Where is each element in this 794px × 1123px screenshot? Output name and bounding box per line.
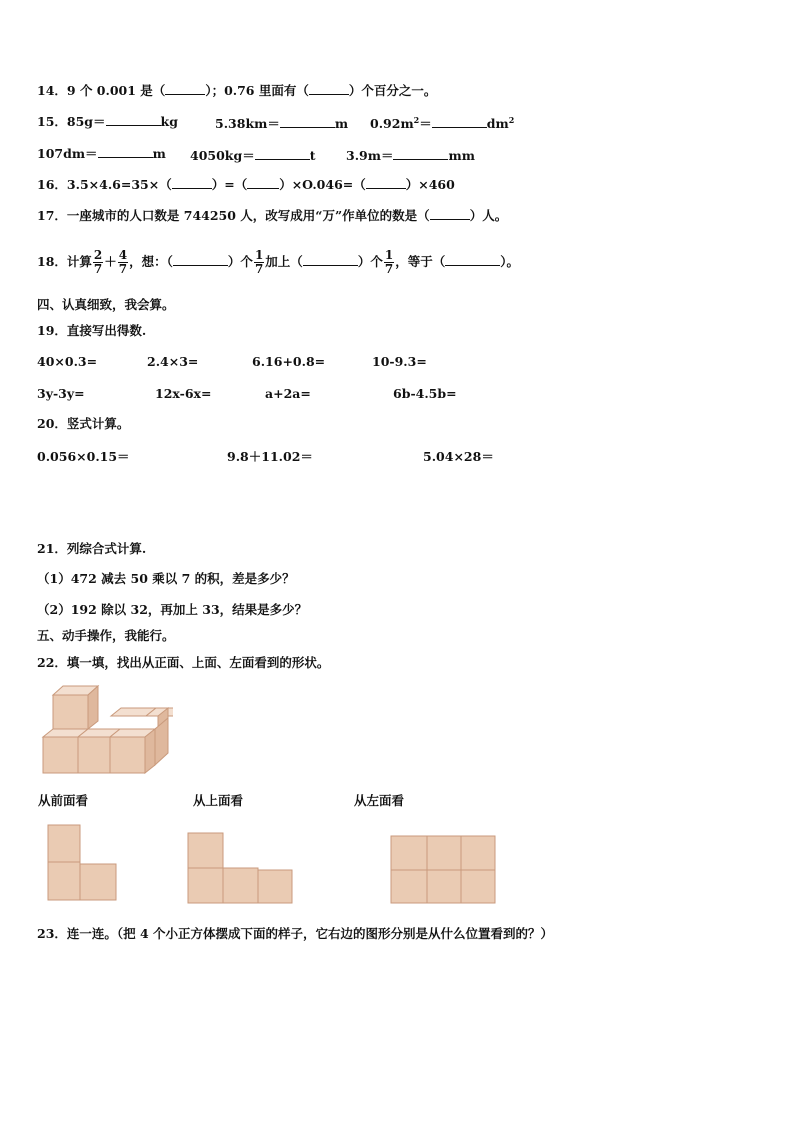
view-shape-c[interactable] (389, 834, 499, 906)
answer-blank[interactable] (432, 116, 487, 128)
question-21-part1: （1）472 减去 50 乘以 7 的积，差是多少？ (37, 571, 295, 586)
answer-blank[interactable] (280, 116, 335, 128)
q19-item: 12x-6x= (155, 386, 212, 401)
q19-item: 10-9.3= (372, 354, 427, 369)
answer-blank[interactable] (165, 83, 205, 95)
answer-blank[interactable] (366, 177, 406, 189)
question-15: 15．85g＝ kg (37, 114, 178, 129)
question-17: 17．一座城市的人口数是 744250 人，改写成用“万”作单位的数是（ ）人。 (37, 208, 508, 223)
fraction: $\frac{2}{7}$ (93, 248, 103, 276)
answer-blank[interactable] (430, 208, 470, 220)
q19-item: 3y-3y= (37, 386, 85, 401)
q19-item: 6.16+0.8= (252, 354, 326, 369)
cube-front-face (110, 737, 145, 773)
q20-item: 9.8＋11.02＝ (227, 449, 313, 464)
cube-front-face (53, 695, 88, 729)
question-15-line2-a: 107dm＝ m (37, 146, 166, 161)
q19-item: a+2a= (265, 386, 311, 401)
question-18: 18．计算 $\frac{2}{7}$ ＋ $\frac{4}{7}$ ，想：（ ）个 $\frac{1}{7}$ 加上（ ）个 $\frac{1}{7}$ ，等于（ ）。 (37, 248, 519, 276)
answer-blank[interactable] (309, 83, 349, 95)
q19-item: 6b-4.5b= (393, 386, 457, 401)
answer-blank[interactable] (393, 148, 448, 160)
answer-blank[interactable] (303, 254, 358, 266)
question-20-title: 20．竖式计算。 (37, 416, 130, 431)
answer-blank[interactable] (255, 148, 310, 160)
cube-front-face (43, 737, 78, 773)
view-shape-b[interactable] (186, 831, 296, 906)
answer-blank[interactable] (172, 177, 212, 189)
question-16: 16．3.5×4.6=35×（ ）=（ ）×O.046=（ ）×460 (37, 177, 455, 192)
view-label-top: 从上面看 (193, 793, 244, 808)
cube-side-face (155, 718, 168, 765)
q20-item: 5.04×28＝ (423, 449, 494, 464)
question-19-title: 19．直接写出得数. (37, 323, 147, 338)
question-21-part2: （2）192 除以 32，再加上 33，结果是多少？ (37, 602, 308, 617)
question-15-b: 5.38km＝ m (215, 116, 349, 131)
q19-item: 2.4×3= (147, 354, 199, 369)
section-4-heading: 四、认真细致，我会算。 (37, 297, 175, 312)
q19-item: 40×0.3= (37, 354, 98, 369)
question-21-title: 21．列综合式计算. (37, 541, 147, 556)
q20-item: 0.056×0.15＝ (37, 449, 130, 464)
fraction: $\frac{1}{7}$ (384, 248, 394, 276)
answer-blank[interactable] (247, 177, 279, 189)
question-15-line2-c: 3.9m＝ mm (346, 148, 475, 163)
fraction: $\frac{4}{7}$ (118, 248, 128, 276)
question-23-title: 23．连一连。（把 4 个小正方体摆成下面的样子，它右边的图形分别是从什么位置看到的？） (37, 926, 554, 941)
question-22-title: 22．填一填，找出从正面、上面、左面看到的形状。 (37, 655, 330, 670)
fraction: $\frac{1}{7}$ (254, 248, 264, 276)
answer-blank[interactable] (98, 146, 153, 158)
cube-stack-figure (38, 683, 173, 778)
view-label-front: 从前面看 (38, 793, 89, 808)
view-shape-a[interactable] (46, 823, 121, 903)
view-label-left: 从左面看 (354, 793, 405, 808)
section-5-heading: 五、动手操作，我能行。 (37, 628, 175, 643)
question-14: 14．9 个 0.001 是（ ）；0.76 里面有（ ）个百分之一。 (37, 83, 437, 98)
question-15-c: $0.92m^2= dm^2$ (370, 114, 515, 131)
answer-blank[interactable] (173, 254, 228, 266)
cube-side-face (145, 729, 155, 773)
answer-blank[interactable] (445, 254, 500, 266)
cube-front-face (78, 737, 110, 773)
question-15-line2-b: 4050kg＝ t (190, 148, 316, 163)
answer-blank[interactable] (106, 114, 161, 126)
